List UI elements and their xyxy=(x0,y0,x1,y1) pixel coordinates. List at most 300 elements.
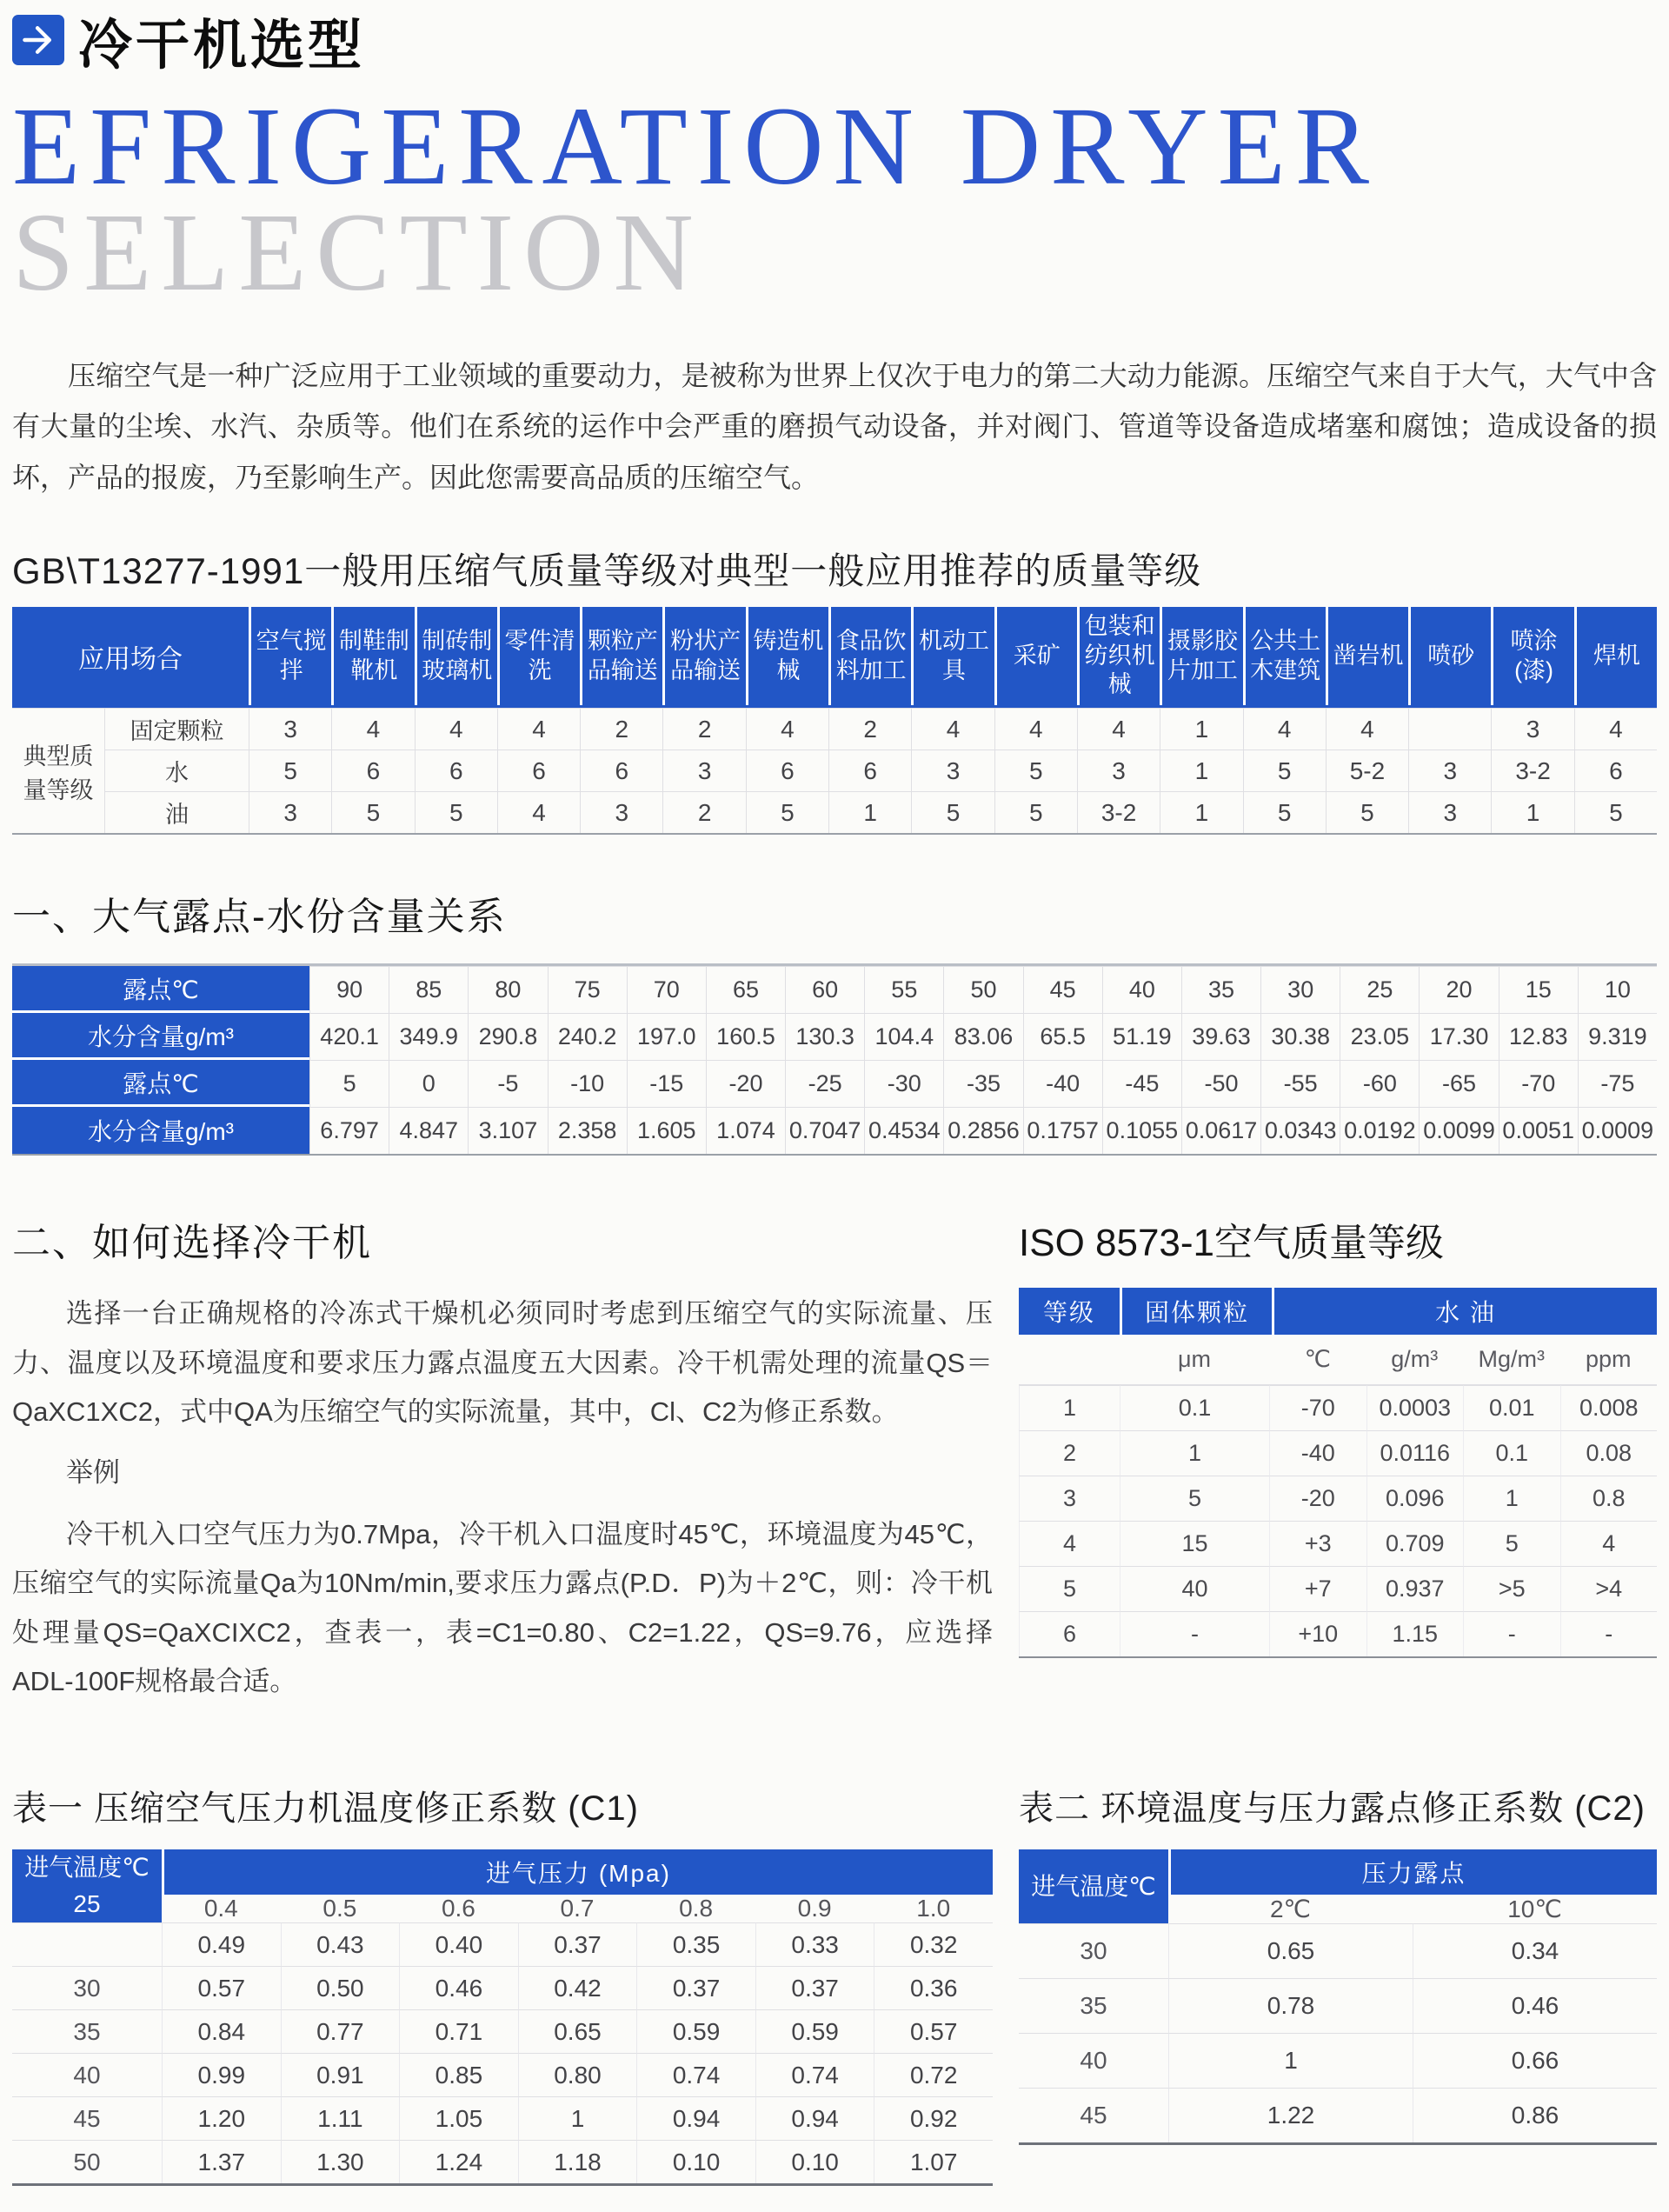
gb-column-header: 颗粒产品输送 xyxy=(580,607,662,705)
gb-value-cell: 3 xyxy=(249,708,331,750)
gb-column-header: 空气搅拌 xyxy=(249,607,331,705)
gb-value-cell: 6 xyxy=(331,750,414,791)
iso-header-grade: 等级 xyxy=(1019,1288,1120,1335)
dew-value-cell: 90 xyxy=(309,966,389,1013)
dew-value-cell: -30 xyxy=(864,1060,943,1107)
table-row xyxy=(1019,2033,1657,2088)
gb-column-header: 喷砂 xyxy=(1408,607,1491,705)
table-row xyxy=(1019,1521,1657,1566)
dew-value-cell: 130.3 xyxy=(785,1013,864,1060)
dew-value-cell: 65.5 xyxy=(1023,1013,1102,1060)
iso-value-cell: 1 xyxy=(1463,1476,1560,1521)
iso-value-cell: 0.0003 xyxy=(1366,1385,1464,1430)
c2-value-cell: 0.65 xyxy=(1168,1923,1413,1978)
row-label: 水 xyxy=(104,750,249,791)
c1-value-cell: 0.85 xyxy=(399,2053,518,2096)
table-row xyxy=(1019,1923,1657,1978)
row-label: 45 xyxy=(1019,2088,1168,2142)
gb-column-header: 食品饮料加工 xyxy=(828,607,911,705)
row-label: 水分含量g/m³ xyxy=(12,1107,309,1154)
row-label: 油 xyxy=(104,791,249,833)
gb-value-cell: 5 xyxy=(1243,791,1326,833)
table-row xyxy=(12,2140,993,2183)
table-row xyxy=(1019,1566,1657,1611)
gb-value-cell: 3 xyxy=(1077,750,1160,791)
dew-value-cell: -10 xyxy=(548,1060,627,1107)
c1-value-cell: 0.77 xyxy=(281,2009,400,2053)
c2-value-cell: 0.46 xyxy=(1413,1978,1657,2033)
c1-value-cell: 0.37 xyxy=(518,1922,637,1966)
c2-column xyxy=(1019,1706,1657,2186)
c1-correction-table xyxy=(12,1849,993,2186)
page-title-en: EFRIGERATION DRYER xyxy=(12,84,1379,208)
dew-value-cell: 0.0192 xyxy=(1340,1107,1419,1154)
gb-value-cell: 4 xyxy=(497,708,580,750)
dew-value-cell: 0.0051 xyxy=(1499,1107,1578,1154)
gb-column-header: 制砖制玻璃机 xyxy=(415,607,497,705)
c1-pressure-span-header: 进气压力 (Mpa) xyxy=(162,1849,993,1895)
table-row xyxy=(12,1107,1657,1154)
dew-value-cell: 30.38 xyxy=(1260,1013,1340,1060)
iso-value-cell: 0.1 xyxy=(1120,1385,1269,1430)
c1-value-cell: 0.40 xyxy=(399,1922,518,1966)
gb-value-cell: 3 xyxy=(911,750,994,791)
c1-value-cell: 0.35 xyxy=(636,1922,755,1966)
dew-value-cell: 25 xyxy=(1340,966,1419,1013)
gb-value-cell: 5 xyxy=(331,791,414,833)
iso-value-cell: 15 xyxy=(1120,1521,1269,1566)
row-label: 35 xyxy=(1019,1978,1168,2033)
c1-value-cell: 0.10 xyxy=(755,2140,874,2183)
dew-value-cell: 0.1757 xyxy=(1023,1107,1102,1154)
gb-column-header: 喷涂(漆) xyxy=(1491,607,1573,705)
c1-pressure-headers xyxy=(162,1895,993,1922)
gb-value-cell: 5 xyxy=(1326,791,1408,833)
dew-value-cell: -35 xyxy=(943,1060,1022,1107)
iso-value-cell: 0.0116 xyxy=(1366,1430,1464,1476)
gb-value-cell: 1 xyxy=(828,791,911,833)
gb-value-cell: 2 xyxy=(662,708,745,750)
c2-dewpoint-header: 2℃ xyxy=(1269,1896,1312,1923)
gb-value-cell: 5 xyxy=(994,791,1077,833)
dew-value-cell: 51.19 xyxy=(1102,1013,1181,1060)
iso-value-cell: 4 xyxy=(1560,1521,1658,1566)
dew-value-cell: 80 xyxy=(468,966,547,1013)
dew-value-cell: 15 xyxy=(1499,966,1578,1013)
dew-value-cell: 45 xyxy=(1023,966,1102,1013)
dew-value-cell: 83.06 xyxy=(943,1013,1022,1060)
dew-value-cell: 0 xyxy=(389,1060,468,1107)
table-row xyxy=(12,1966,993,2009)
gb-column-header: 摄影胶片加工 xyxy=(1160,607,1242,705)
gb-value-cell: 4 xyxy=(994,708,1077,750)
c1-value-cell: 1.37 xyxy=(162,2140,281,2183)
dew-value-cell: 2.358 xyxy=(548,1107,627,1154)
dew-value-cell: 10 xyxy=(1578,966,1657,1013)
table-row xyxy=(104,708,1657,750)
gb-value-cell: 2 xyxy=(580,708,662,750)
iso-value-cell: 1 xyxy=(1120,1430,1269,1476)
dew-value-cell: -70 xyxy=(1499,1060,1578,1107)
iso-value-cell: 0.08 xyxy=(1560,1430,1658,1476)
gb-value-cell: 5 xyxy=(1243,750,1326,791)
dew-value-cell: 65 xyxy=(706,966,785,1013)
dew-value-cell: 0.2856 xyxy=(943,1107,1022,1154)
c2-corner-header xyxy=(1019,1849,1168,1923)
dew-value-cell: 17.30 xyxy=(1419,1013,1498,1060)
dew-value-cell: 0.1055 xyxy=(1102,1107,1181,1154)
dew-value-cell: -25 xyxy=(785,1060,864,1107)
gb-value-cell: 5 xyxy=(249,750,331,791)
gb-column-header: 粉状产品输送 xyxy=(662,607,745,705)
dew-value-cell: -50 xyxy=(1181,1060,1260,1107)
iso-value-cell: 0.01 xyxy=(1463,1385,1560,1430)
iso-subheader-cell xyxy=(1019,1335,1120,1384)
c1-value-cell: 0.32 xyxy=(874,1922,993,1966)
dew-value-cell: 35 xyxy=(1181,966,1260,1013)
c1-value-cell: 1.11 xyxy=(281,2096,400,2140)
table-row xyxy=(12,2053,993,2096)
gb-value-cell: 3-2 xyxy=(1491,750,1573,791)
gb-value-cell: 4 xyxy=(331,708,414,750)
iso-value-cell: 4 xyxy=(1019,1521,1120,1566)
gb-value-cell: 5 xyxy=(1574,791,1657,833)
c1-value-cell: 0.74 xyxy=(636,2053,755,2096)
gb-value-cell: 3 xyxy=(249,791,331,833)
gb-value-cell: 6 xyxy=(746,750,828,791)
c1-pressure-header: 0.7 xyxy=(560,1895,595,1922)
c1-value-cell: 0.92 xyxy=(874,2096,993,2140)
iso-value-cell: -20 xyxy=(1269,1476,1366,1521)
dew-value-cell: 0.0617 xyxy=(1181,1107,1260,1154)
gb-value-cell: 4 xyxy=(497,791,580,833)
c2-value-cell: 0.66 xyxy=(1413,2033,1657,2088)
c1-value-cell: 1.30 xyxy=(281,2140,400,2183)
iso-value-cell: 5 xyxy=(1463,1521,1560,1566)
dew-value-cell: 20 xyxy=(1419,966,1498,1013)
c1-value-cell: 0.10 xyxy=(636,2140,755,2183)
section1-heading: 一、大气露点-水份含量关系 xyxy=(12,896,507,939)
c1-value-cell: 0.94 xyxy=(636,2096,755,2140)
table-row xyxy=(1019,1385,1657,1430)
iso-value-cell: 0.8 xyxy=(1560,1476,1658,1521)
c2-dewpoint-span-header: 压力露点 xyxy=(1168,1849,1657,1895)
gb-value-cell: 1 xyxy=(1160,750,1242,791)
table-row xyxy=(104,791,1657,833)
iso-subheader-cell: g/m³ xyxy=(1391,1346,1439,1373)
section2-column xyxy=(12,1211,993,1706)
row-label: 30 xyxy=(12,1966,162,2009)
c1-value-cell: 0.74 xyxy=(755,2053,874,2096)
iso-value-cell: +3 xyxy=(1269,1521,1366,1566)
c1-value-cell: 1 xyxy=(518,2096,637,2140)
dew-value-cell: 1.074 xyxy=(706,1107,785,1154)
dew-value-cell: 75 xyxy=(548,966,627,1013)
iso-value-cell: -40 xyxy=(1269,1430,1366,1476)
row-label: 50 xyxy=(12,2140,162,2183)
c1-pressure-header: 1.0 xyxy=(916,1895,951,1922)
c1-value-cell: 0.80 xyxy=(518,2053,637,2096)
table-row xyxy=(1019,1476,1657,1521)
gb-value-cell: 3 xyxy=(662,750,745,791)
gb-column-header: 采矿 xyxy=(994,607,1077,705)
gb-rowgroup-label: 典型质量等级 xyxy=(12,708,104,833)
gb-value-cell: 4 xyxy=(911,708,994,750)
gb-value-cell: 4 xyxy=(1077,708,1160,750)
c2-dewpoint-headers xyxy=(1168,1895,1657,1923)
section2-heading: 二、如何选择冷干机 xyxy=(12,1222,372,1265)
iso-subheader-cell: ppm xyxy=(1585,1346,1632,1373)
c2-value-cell: 1 xyxy=(1168,2033,1413,2088)
gb-value-cell: 4 xyxy=(1326,708,1408,750)
row-label: 40 xyxy=(12,2053,162,2096)
iso-value-cell: >5 xyxy=(1463,1566,1560,1611)
dew-value-cell: 12.83 xyxy=(1499,1013,1578,1060)
iso-value-cell: 3 xyxy=(1019,1476,1120,1521)
table-row xyxy=(12,1013,1657,1060)
c1-value-cell: 0.57 xyxy=(874,2009,993,2053)
c1-value-cell: 0.91 xyxy=(281,2053,400,2096)
row-label: 35 xyxy=(12,2009,162,2053)
row-label: 固定颗粒 xyxy=(104,708,249,750)
gb-value-cell: 5 xyxy=(415,791,497,833)
gb-value-cell: 3 xyxy=(580,791,662,833)
c1-value-cell: 0.57 xyxy=(162,1966,281,2009)
c2-dewpoint-header: 10℃ xyxy=(1507,1896,1562,1923)
c2-value-cell: 0.78 xyxy=(1168,1978,1413,2033)
c2-value-cell: 0.86 xyxy=(1413,2088,1657,2142)
gb-corner-header: 应用场合 xyxy=(12,607,249,705)
dew-value-cell: -15 xyxy=(627,1060,706,1107)
c1-value-cell: 0.50 xyxy=(281,1966,400,2009)
dew-value-cell: 85 xyxy=(389,966,468,1013)
iso-value-cell: +7 xyxy=(1269,1566,1366,1611)
row-label: 45 xyxy=(12,2096,162,2140)
iso-value-cell: 1 xyxy=(1019,1385,1120,1430)
c1-value-cell: 0.71 xyxy=(399,2009,518,2053)
c1-table-heading: 表一 压缩空气压力机温度修正系数 (C1) xyxy=(12,1789,639,1829)
gb-column-header: 凿岩机 xyxy=(1326,607,1408,705)
c1-pressure-header: 0.8 xyxy=(679,1895,714,1922)
c1-value-cell: 0.43 xyxy=(281,1922,400,1966)
iso-header-water-oil: 水 油 xyxy=(1274,1288,1657,1335)
gb-table-heading: GB\T13277-1991一般用压缩气质量等级对典型一般应用推荐的质量等级 xyxy=(12,550,1202,591)
gb-column-header: 焊机 xyxy=(1574,607,1657,705)
row-label: 40 xyxy=(1019,2033,1168,2088)
gb-value-cell: 6 xyxy=(828,750,911,791)
c1-value-cell: 0.42 xyxy=(518,1966,637,2009)
c1-value-cell: 0.84 xyxy=(162,2009,281,2053)
dew-value-cell: 0.4534 xyxy=(864,1107,943,1154)
c2-correction-table xyxy=(1019,1849,1657,2145)
gb-value-cell: 6 xyxy=(415,750,497,791)
table-row xyxy=(1019,1611,1657,1656)
dew-value-cell: 3.107 xyxy=(468,1107,547,1154)
gb-value-cell: 5-2 xyxy=(1326,750,1408,791)
dew-value-cell: 5 xyxy=(309,1060,389,1107)
gb-column-header: 包装和纺织机械 xyxy=(1077,607,1160,705)
table-row xyxy=(1019,1978,1657,2033)
gb-column-header: 机动工具 xyxy=(911,607,994,705)
table-row xyxy=(104,750,1657,791)
c1-corner-label: 进气温度℃ xyxy=(24,1854,150,1882)
iso-value-cell: - xyxy=(1560,1611,1658,1656)
gb-value-cell: 4 xyxy=(415,708,497,750)
gb-column-header: 公共土木建筑 xyxy=(1243,607,1326,705)
dew-value-cell: 9.319 xyxy=(1578,1013,1657,1060)
dewpoint-table xyxy=(12,963,1657,1156)
dew-value-cell: -20 xyxy=(706,1060,785,1107)
iso-quality-table xyxy=(1019,1288,1657,1658)
c1-pressure-header: 0.5 xyxy=(322,1895,357,1922)
dew-value-cell: 420.1 xyxy=(309,1013,389,1060)
iso-value-cell: 0.1 xyxy=(1463,1430,1560,1476)
c1-value-cell: 0.94 xyxy=(755,2096,874,2140)
dew-value-cell: 50 xyxy=(943,966,1022,1013)
iso-subheader-cell: ℃ xyxy=(1304,1346,1331,1373)
iso-value-cell: - xyxy=(1120,1611,1269,1656)
dew-value-cell: 160.5 xyxy=(706,1013,785,1060)
c1-value-cell: 0.36 xyxy=(874,1966,993,2009)
table-row xyxy=(12,1922,993,1966)
c1-value-cell: 0.65 xyxy=(518,2009,637,2053)
gb-table-body xyxy=(12,708,1657,833)
table-row xyxy=(12,966,1657,1013)
c1-column xyxy=(12,1706,993,2186)
arrow-right-icon xyxy=(12,15,64,65)
gb-value-cell: 3 xyxy=(1408,750,1491,791)
c2-corner-label: 进气温度℃ xyxy=(1031,1872,1156,1900)
gb-value-cell: 2 xyxy=(662,791,745,833)
iso-value-cell: -70 xyxy=(1269,1385,1366,1430)
dew-value-cell: -55 xyxy=(1260,1060,1340,1107)
gb-value-cell: 4 xyxy=(1243,708,1326,750)
dew-value-cell: 240.2 xyxy=(548,1013,627,1060)
gb-value-cell: 4 xyxy=(746,708,828,750)
c1-value-cell: 0.99 xyxy=(162,2053,281,2096)
iso-subheader-cell: μm xyxy=(1177,1346,1212,1373)
row-label: 露点℃ xyxy=(12,966,309,1013)
dew-value-cell: 23.05 xyxy=(1340,1013,1419,1060)
iso-value-cell: 0.937 xyxy=(1366,1566,1464,1611)
dew-value-cell: 197.0 xyxy=(627,1013,706,1060)
c2-table-header xyxy=(1019,1849,1657,1923)
c1-value-cell: 0.37 xyxy=(755,1966,874,2009)
c1-pressure-header: 0.4 xyxy=(203,1895,238,1922)
dew-value-cell: 40 xyxy=(1102,966,1181,1013)
c1-value-cell: 0.37 xyxy=(636,1966,755,2009)
page-subtitle-en: SELECTION xyxy=(12,190,703,314)
row-label: 露点℃ xyxy=(12,1060,309,1107)
iso-value-cell: 0.709 xyxy=(1366,1521,1464,1566)
c1-table-header xyxy=(12,1849,993,1922)
table-row xyxy=(12,2009,993,2053)
gb-value-cell: 3 xyxy=(1491,708,1573,750)
iso-header-solids: 固体颗粒 xyxy=(1122,1288,1272,1335)
iso-subheader-cell: Mg/m³ xyxy=(1478,1346,1545,1373)
dew-value-cell: 0.0099 xyxy=(1419,1107,1498,1154)
dew-value-cell: 0.0009 xyxy=(1578,1107,1657,1154)
table-row xyxy=(12,2096,993,2140)
gb-value-cell: 6 xyxy=(580,750,662,791)
iso-header-row xyxy=(1019,1288,1657,1335)
gb-value-cell: 1 xyxy=(1160,708,1242,750)
dew-value-cell: 0.0343 xyxy=(1260,1107,1340,1154)
dew-value-cell: 104.4 xyxy=(864,1013,943,1060)
c1-value-cell: 0.59 xyxy=(636,2009,755,2053)
iso-value-cell: 2 xyxy=(1019,1430,1120,1476)
dew-value-cell: 290.8 xyxy=(468,1013,547,1060)
section2-example-paragraph: 冷干机入口空气压力为0.7Mpa，冷干机入口温度时45℃，环境温度为45℃，压缩空气的实际流量Qa为10Nm/min,要求压力露点(P.D．P)为＋2℃，则：冷干机处理量QS=QaXCIXC2，查表一，表=C1=0.80、C2=1.22，QS=9.76，应选择ADL-100F规格最合适。 xyxy=(12,1518,993,1696)
page-header xyxy=(12,9,1657,76)
dew-value-cell: -45 xyxy=(1102,1060,1181,1107)
iso-value-cell: >4 xyxy=(1560,1566,1658,1611)
dew-value-cell: 4.847 xyxy=(389,1107,468,1154)
c2-table-heading: 表二 环境温度与压力露点修正系数 (C2) xyxy=(1019,1789,1646,1829)
dew-value-cell: -40 xyxy=(1023,1060,1102,1107)
iso-value-cell: +10 xyxy=(1269,1611,1366,1656)
gb-quality-table xyxy=(12,607,1657,835)
gb-value-cell: 1 xyxy=(1160,791,1242,833)
c1-value-cell: 1.20 xyxy=(162,2096,281,2140)
c1-corner-value: 25 xyxy=(73,1890,101,1918)
c1-value-cell: 1.18 xyxy=(518,2140,637,2183)
iso-value-cell: 1.15 xyxy=(1366,1611,1464,1656)
dew-value-cell: 30 xyxy=(1260,966,1340,1013)
gb-value-cell: 5 xyxy=(911,791,994,833)
c1-pressure-header: 0.9 xyxy=(797,1895,832,1922)
gb-column-header: 制鞋制靴机 xyxy=(331,607,414,705)
dew-value-cell: 1.605 xyxy=(627,1107,706,1154)
iso-subheader-row xyxy=(1019,1335,1657,1385)
c1-corner-header xyxy=(12,1849,162,1922)
row-label xyxy=(12,1922,162,1966)
iso-table-heading: ISO 8573-1空气质量等级 xyxy=(1019,1222,1445,1265)
gb-value-cell: 5 xyxy=(746,791,828,833)
gb-value-cell: 3 xyxy=(1408,791,1491,833)
gb-value-cell: 6 xyxy=(497,750,580,791)
gb-value-cell: 1 xyxy=(1491,791,1573,833)
c1-value-cell: 0.49 xyxy=(162,1922,281,1966)
c2-value-cell: 0.34 xyxy=(1413,1923,1657,1978)
row-label: 水分含量g/m³ xyxy=(12,1013,309,1060)
section2-example-label: 举例 xyxy=(66,1457,120,1489)
page-title: 冷干机选型 xyxy=(78,15,366,76)
gb-value-cell: 6 xyxy=(1574,750,1657,791)
table-row xyxy=(1019,2088,1657,2142)
c1-value-cell: 0.59 xyxy=(755,2009,874,2053)
iso-value-cell: 5 xyxy=(1120,1476,1269,1521)
c1-value-cell: 0.46 xyxy=(399,1966,518,2009)
c1-value-cell: 1.05 xyxy=(399,2096,518,2140)
iso-value-cell: 6 xyxy=(1019,1611,1120,1656)
c1-value-cell: 1.07 xyxy=(874,2140,993,2183)
gb-value-cell xyxy=(1408,708,1491,750)
dew-value-cell: -65 xyxy=(1419,1060,1498,1107)
iso-value-cell: 0.008 xyxy=(1560,1385,1658,1430)
c1-value-cell: 0.33 xyxy=(755,1922,874,1966)
c1-value-cell: 0.72 xyxy=(874,2053,993,2096)
dew-value-cell: 39.63 xyxy=(1181,1013,1260,1060)
iso-value-cell: 5 xyxy=(1019,1566,1120,1611)
dew-value-cell: -75 xyxy=(1578,1060,1657,1107)
iso-value-cell: 0.096 xyxy=(1366,1476,1464,1521)
iso-column xyxy=(1019,1211,1657,1706)
dew-value-cell: 6.797 xyxy=(309,1107,389,1154)
table-row xyxy=(1019,1430,1657,1476)
section2-paragraph: 选择一台正确规格的冷冻式干燥机必须同时考虑到压缩空气的实际流量、压力、温度以及环境温度和要求压力露点温度五大因素。冷干机需处理的流量QS＝QaXC1XC2，式中QA为压缩空气的实际流量，其中，Cl、C2为修正系数。 xyxy=(12,1298,993,1427)
gb-value-cell: 3-2 xyxy=(1077,791,1160,833)
